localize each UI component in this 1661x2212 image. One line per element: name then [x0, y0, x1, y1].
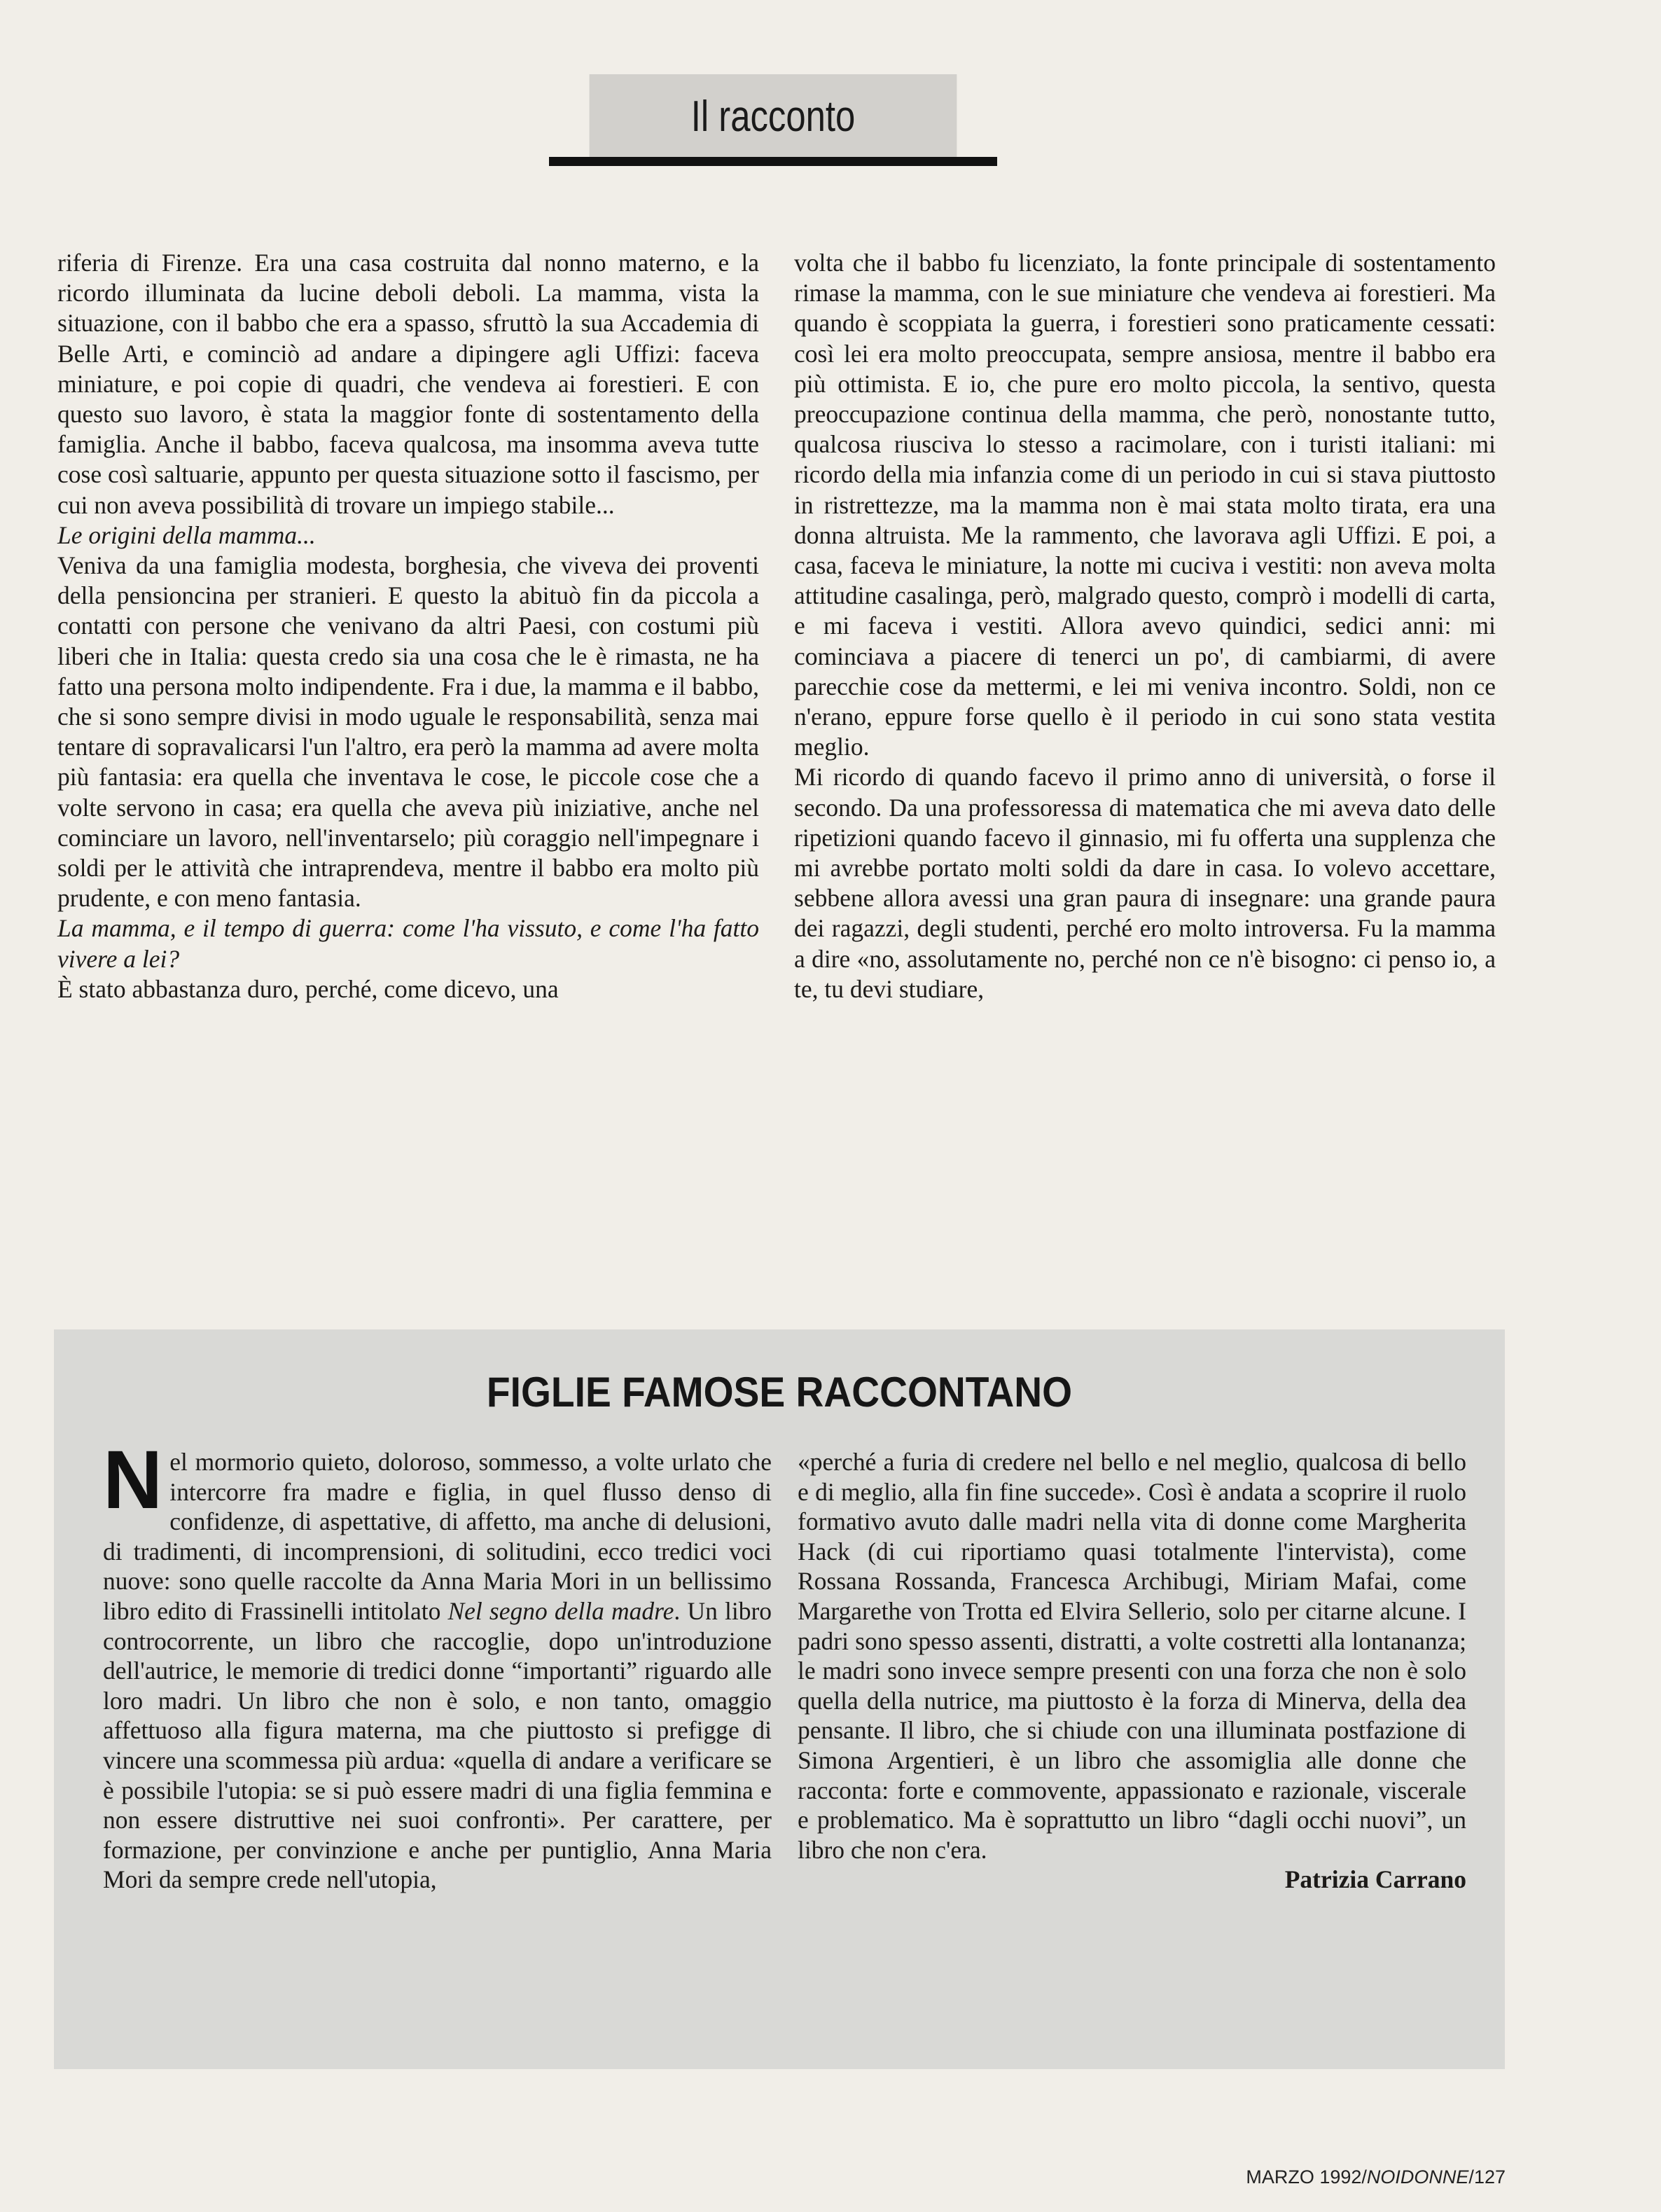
interview-question: La mamma, e il tempo di guerra: come l'ha vissuto, e come l'ha fatto vivere a lei?	[57, 914, 759, 973]
page-number: 127	[1473, 2166, 1506, 2187]
article-paragraph: volta che il babbo fu licenziato, la fonte principale di sostentamento rimase la mamma, con le sue miniature che vendeva ai forestieri. Ma quando è scoppiata la guerra, i forestieri sono praticamente cessati: così lei era molto preoccupata, sempre ansiosa, mentre il babbo era più ottimista. E io, che pure ero molto piccola, la sentivo, questa preoccupazione continua della mamma, che però, nonostante tutto, qualcosa riusciva lo stesso a racimolare, con i turisti italiani: mi ricordo della mia infanzia come di un periodo in cui si stava piuttosto in ristrettezze, ma la mamma non è mai stata molto tirata, era una donna altruista. Me la rammento, che lavorava agli Uffizi. E poi, a casa, faceva le miniature, la notte mi cuciva i vestiti: non aveva molta attitudine casalinga, però, malgrado questo, comprò i modelli di carta, e mi faceva i vestiti. Allora avevo quindici, sedici anni: mi cominciava a piacere di tenerci un po', di cambiarmi, di avere parecchie cose da mettermi, e lei mi veniva incontro. Soldi, non ce n'erano, eppure forse quello è il periodo in cui sono stata vestita meglio.	[794, 249, 1496, 761]
sidebar-column-right	[798, 1447, 1466, 1895]
section-header	[590, 74, 957, 158]
section-title: Il racconto	[690, 92, 856, 141]
page-footer	[1218, 2166, 1506, 2188]
sidebar-title: FIGLIE FAMOSE RACCONTANO	[486, 1369, 1073, 1416]
article-paragraph: Mi ricordo di quando facevo il primo anno di università, o forse il secondo. Da una professoressa di matematica che mi aveva dato delle ripetizioni quando facevo il ginnasio, mi fu offerta una supplenza che mi avrebbe portato molti soldi da dare in casa. Io volevo accettare, sebbene allora avessi una gran paura di insegnare: una grande paura dei ragazzi, degli studenti, perché ero molto introversa. Fu la mamma a dire «no, assolutamente no, perché non ce n'è bisogno: ci penso io, a te, tu devi studiare,	[794, 763, 1496, 1003]
magazine-name: NOIDONNE	[1366, 2166, 1469, 2187]
drop-cap: N	[103, 1434, 163, 1526]
header-rule	[549, 157, 997, 166]
issue-date: MARZO 1992/	[1246, 2166, 1367, 2187]
interview-question: Le origini della mamma...	[57, 520, 316, 549]
sidebar-column-left	[103, 1434, 772, 1895]
article-paragraph: Veniva da una famiglia modesta, borghesia, che viveva dei proventi della pensioncina per stranieri. E questo la abituò fin da piccola a contatti con persone che venivano da altri Paesi, con costumi più liberi che in Italia: questa credo sia una cosa che le è rimasta, ne ha fatto una persona molto indipendente. Fra i due, la mamma e il babbo, che si sono sempre divisi in modo uguale le responsabilità, senza mai tentare di sopravalicarsi l'un l'altro, era però la mamma ad avere molta più fantasia: era quella che inventava le cose, le piccole cose che a volte servono in casa; era quella che aveva più iniziative, anche nel cominciare un lavoro, nell'inventarselo; più coraggio nell'impegnare i soldi per le attività che intraprendeva, mentre il babbo era molto più prudente, e con meno fantasia.	[57, 551, 759, 913]
article-paragraph: È stato abbastanza duro, perché, come dicevo, una	[57, 974, 559, 1003]
article-paragraph: riferia di Firenze. Era una casa costruita dal nonno materno, e la ricordo illuminata da lucine deboli deboli. La mamma, vista la situazione, con il babbo che era a spasso, sfruttò la sua Accademia di Belle Arti, e cominciò ad andare a dipingere agli Uffizi: faceva miniature, e poi copie di quadri, che vendeva ai forestieri. E con questo suo lavoro, è stata la maggior fonte di sostentamento della famiglia. Anche il babbo, faceva qualcosa, ma insomma aveva tutte cose così saltuarie, appunto per questa situazione sotto il fascismo, per cui non aveva possibilità di trovare un impiego stabile...	[57, 249, 759, 519]
article-column-left	[57, 248, 759, 1004]
book-title: Nel segno della madre	[447, 1596, 674, 1625]
sidebar-text: el mormorio quieto, doloroso, sommesso, a volte urlato che intercorre fra madre e figlia, in quel flusso denso di confidenze, di aspettative, di affetto, ma anche di delusioni, di tradimenti, di incomprensioni, di solitudini, ecco tredici voci nuove: sono quelle raccolte da Anna Maria Mori in un bellissimo libro edito di Frassinelli intitolato	[103, 1448, 772, 1625]
author-signature: Patrizia Carrano	[1284, 1865, 1466, 1894]
sidebar-text: . Un libro controcorrente, un libro che raccoglie, dopo un'introduzione dell'autrice, le memorie di tredici donne “importanti” riguardo alle loro madri. Un libro che non è solo, e non tanto, omaggio affettuoso alla figura materna, ma che piuttosto si prefigge di vincere una scommessa più ardua: «quella di andare a verificare se è possibile l'utopia: se si può essere madri di una figlia femmina e non essere distruttive nei suoi confronti». Per carattere, per formazione, per convinzione e anche per puntiglio, Anna Maria Mori da sempre crede nell'utopia,	[103, 1596, 772, 1894]
sidebar-paragraph: «perché a furia di credere nel bello e nel meglio, qualcosa di bello e di meglio, alla fin fine succede». Così è andata a scoprire il ruolo formativo avuto dalle madri nella vita di donne come Margherita Hack (di cui riportiamo quasi totalmente l'intervista), come Rossana Rossanda, Francesca Archibugi, Miriam Mafai, come Margarethe von Trotta ed Elvira Sellerio, solo per citarne alcune. I padri sono spesso assenti, distratti, a volte costretti alla lontananza; le madri sono invece sempre presenti con una forza che non è solo quella della nutrice, ma piuttosto è la forza di Minerva, della dea pensante. Il libro, che si chiude con una illuminata postfazione di Simona Argentieri, è un libro che assomiglia alle donne che racconta: forte e commovente, appassionato e razionale, viscerale e problematico. Ma è soprattutto un libro “dagli occhi nuovi”, un libro che non c'era.	[798, 1448, 1466, 1864]
sidebar-box	[54, 1329, 1505, 2069]
sidebar-paragraph	[103, 1434, 772, 1895]
article-column-right	[794, 248, 1496, 1004]
page-separator: /	[1468, 2166, 1474, 2187]
